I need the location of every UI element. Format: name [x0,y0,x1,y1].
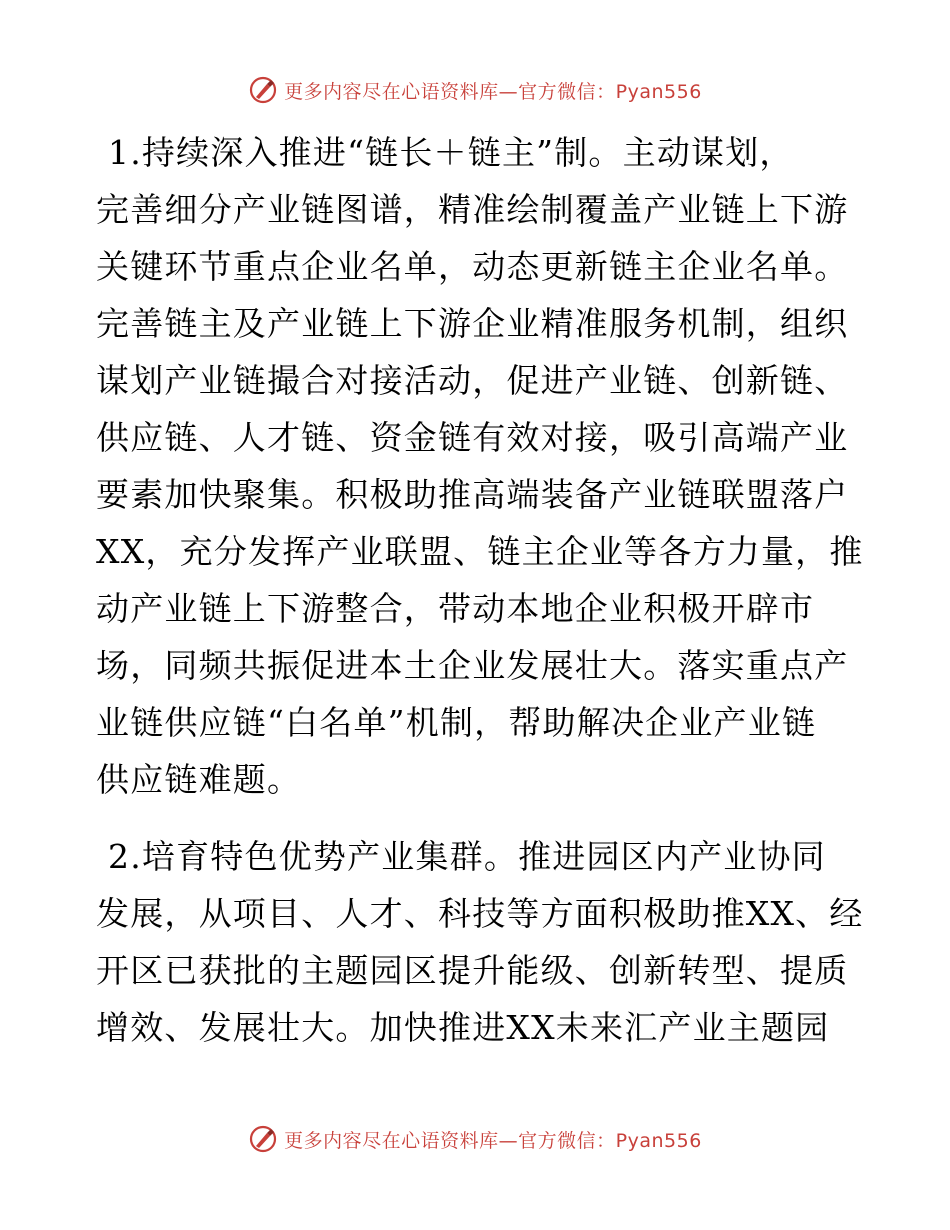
paragraph-1 [96,124,864,808]
text-line: 供应链难题。 [96,760,302,799]
text-line: 完善细分产业链图谱，精准绘制覆盖产业链上下游 [96,190,849,229]
paragraph-gap [96,808,856,828]
text-line: 2.培育特色优势产业集群。推进园区内产业协同 [108,837,826,876]
text-line: 发展，从项目、人才、科技等方面积极助推XX、经 [96,894,864,933]
text-line: 关键环节重点企业名单，动态更新链主企业名单。 [96,247,849,286]
footer-watermark-text: 更多内容尽在心语资料库—官方微信：Pyan556 [284,1129,702,1152]
text-line: 要素加快聚集。积极助推高端装备产业链联盟落户 [96,475,849,514]
text-line: 业链供应链“白名单”机制，帮助解决企业产业链 [96,703,817,742]
header-watermark [0,70,950,110]
text-line: XX，充分发挥产业联盟、链主企业等各方力量，推 [96,532,864,571]
text-line: 场，同频共振促进本土企业发展壮大。落实重点产 [96,646,849,685]
footer-watermark [0,1119,950,1159]
header-watermark-text: 更多内容尽在心语资料库—官方微信：Pyan556 [284,80,702,103]
text-line: 动产业链上下游整合，带动本地企业积极开辟市 [96,589,815,628]
text-line: 开区已获批的主题园区提升能级、创新转型、提质 [96,951,849,990]
text-line: 1.持续深入推进“链长＋链主”制。主动谋划， [108,133,794,172]
text-line: 供应链、人才链、资金链有效对接，吸引高端产业 [96,418,849,457]
paragraph-2 [96,828,864,1056]
text-line: 谋划产业链撮合对接活动，促进产业链、创新链、 [96,361,849,400]
text-line: 完善链主及产业链上下游企业精准服务机制，组织 [96,304,849,343]
text-line: 增效、发展壮大。加快推进XX未来汇产业主题园 [96,1008,830,1047]
pen-logo-icon [248,1124,278,1154]
document-body [96,124,864,1056]
pen-logo-icon [248,75,278,105]
